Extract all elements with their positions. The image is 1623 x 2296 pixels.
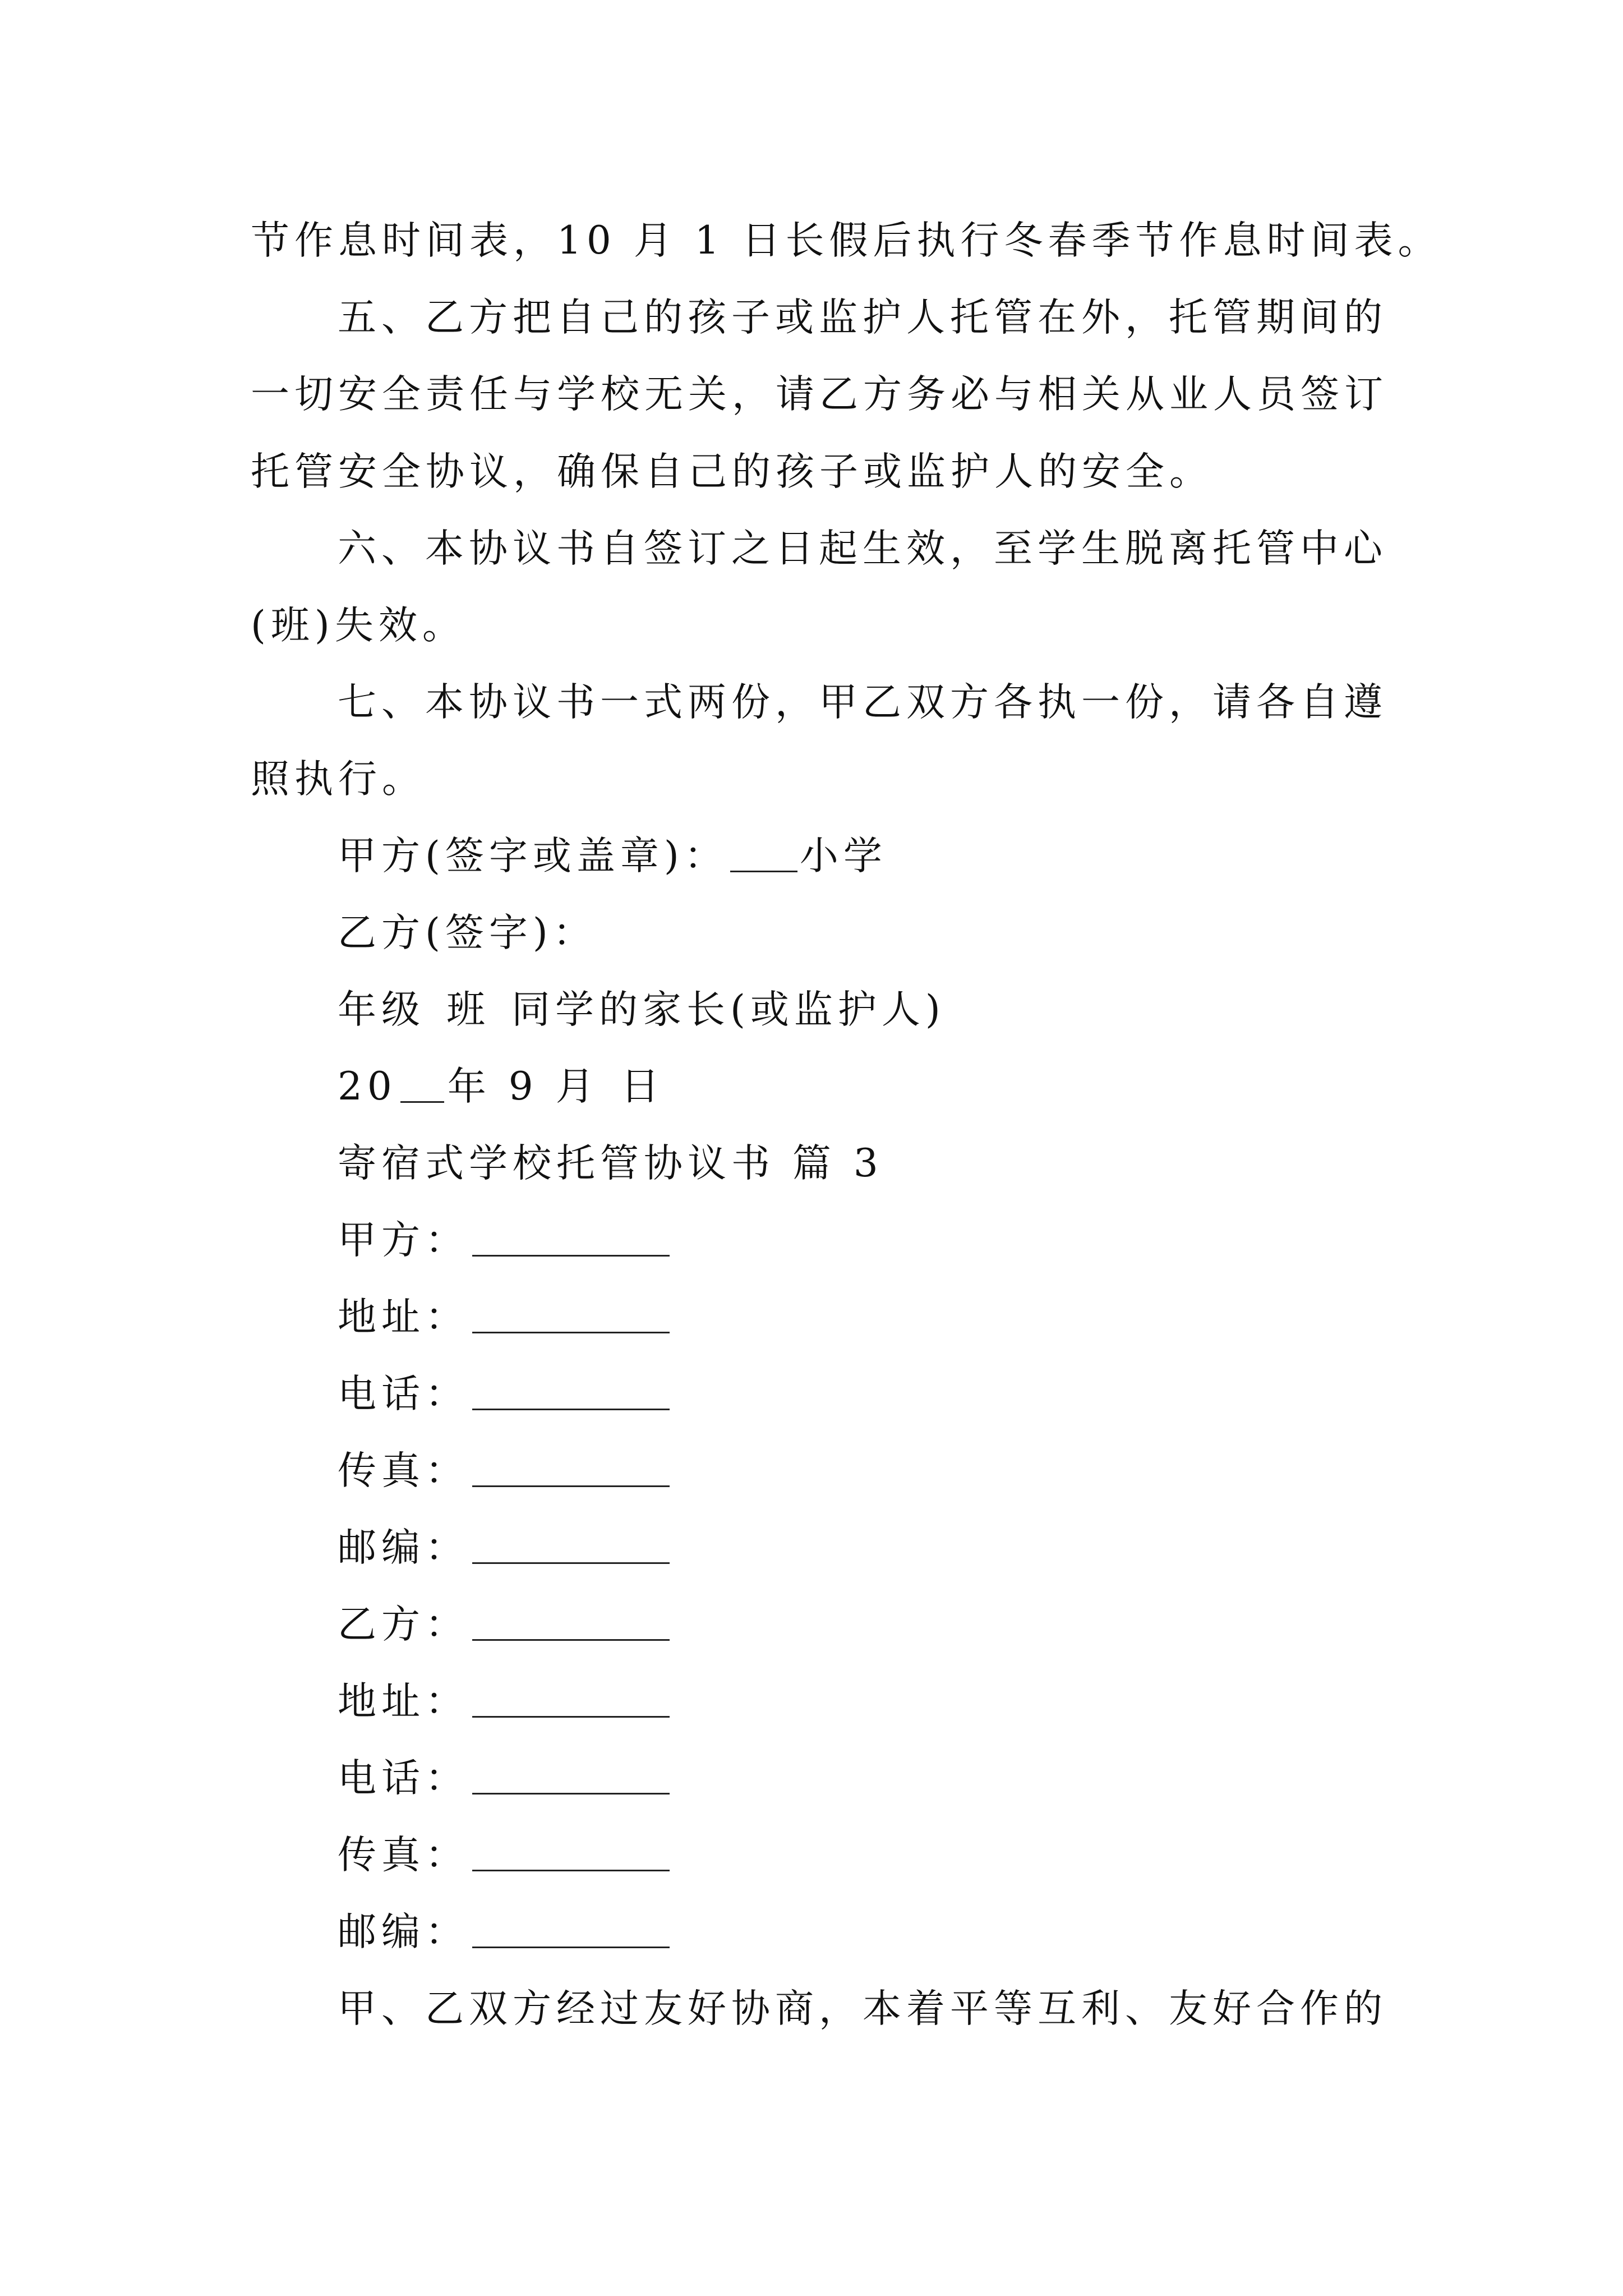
grade-label: 年级 xyxy=(338,987,425,1032)
field-label: 乙方： xyxy=(338,1602,469,1647)
field-blank xyxy=(472,1758,670,1795)
field-label: 电话： xyxy=(338,1756,469,1801)
field-label: 邮编： xyxy=(338,1525,469,1570)
field-row xyxy=(338,1214,670,1266)
party-b-signature-line: 乙方(签字)： xyxy=(338,910,597,955)
date-line xyxy=(338,1061,665,1112)
field-blank xyxy=(472,1451,670,1487)
section-title: 寄宿式学校托管协议书 篇 3 xyxy=(338,1141,883,1186)
field-label: 邮编： xyxy=(338,1910,469,1954)
paragraph-line: 六、本协议书自签订之日起生效，至学生脱离托管中心 xyxy=(338,526,1387,571)
field-blank xyxy=(472,1220,670,1257)
field-label: 传真： xyxy=(338,1833,469,1878)
field-blank xyxy=(472,1297,670,1333)
date-prefix: 20 xyxy=(338,1064,397,1109)
class-label: 班 xyxy=(446,987,490,1032)
field-label: 甲方： xyxy=(338,1218,469,1263)
school-suffix: 小学 xyxy=(799,834,887,878)
field-label: 传真： xyxy=(338,1448,469,1493)
field-row xyxy=(338,1445,670,1497)
paragraph-line: (班)失效。 xyxy=(251,603,466,648)
closing-paragraph: 甲、乙双方经过友好协商，本着平等互利、友好合作的 xyxy=(338,1986,1387,2031)
party-a-signature-label: 甲方(签字或盖章)： xyxy=(338,834,728,878)
school-name-blank xyxy=(730,836,797,872)
field-row xyxy=(338,1752,670,1804)
field-blank xyxy=(472,1835,670,1871)
field-label: 地址： xyxy=(338,1679,469,1724)
year-blank xyxy=(400,1066,444,1103)
paragraph-line: 五、乙方把自己的孩子或监护人托管在外，托管期间的 xyxy=(338,295,1387,340)
date-year-month: 年 9 月 xyxy=(447,1064,600,1109)
field-label: 地址： xyxy=(338,1295,469,1340)
field-row xyxy=(338,1829,670,1881)
paragraph-line: 七、本协议书一式两份，甲乙双方各执一份，请各自遵 xyxy=(338,680,1387,725)
party-a-signature-line xyxy=(338,830,887,882)
field-blank xyxy=(472,1374,670,1410)
field-row xyxy=(338,1676,670,1727)
field-row xyxy=(338,1599,670,1650)
parent-label: 同学的家长(或监护人) xyxy=(511,987,946,1032)
field-row xyxy=(338,1291,670,1343)
field-row xyxy=(338,1522,670,1573)
field-row xyxy=(338,1368,670,1420)
field-blank xyxy=(472,1527,670,1564)
field-blank xyxy=(472,1912,670,1948)
date-day: 日 xyxy=(620,1064,665,1109)
field-blank xyxy=(472,1681,670,1718)
field-label: 电话： xyxy=(338,1372,469,1416)
field-row xyxy=(338,1906,670,1958)
paragraph-line: 一切安全责任与学校无关，请乙方务必与相关从业人员签订 xyxy=(251,372,1388,417)
paragraph-line: 节作息时间表，10 月 1 日长假后执行冬春季节作息时间表。 xyxy=(251,218,1442,263)
paragraph-line: 照执行。 xyxy=(251,757,426,802)
guardian-line xyxy=(338,984,946,1036)
paragraph-line: 托管安全协议，确保自己的孩子或监护人的安全。 xyxy=(251,449,1213,494)
field-blank xyxy=(472,1604,670,1641)
